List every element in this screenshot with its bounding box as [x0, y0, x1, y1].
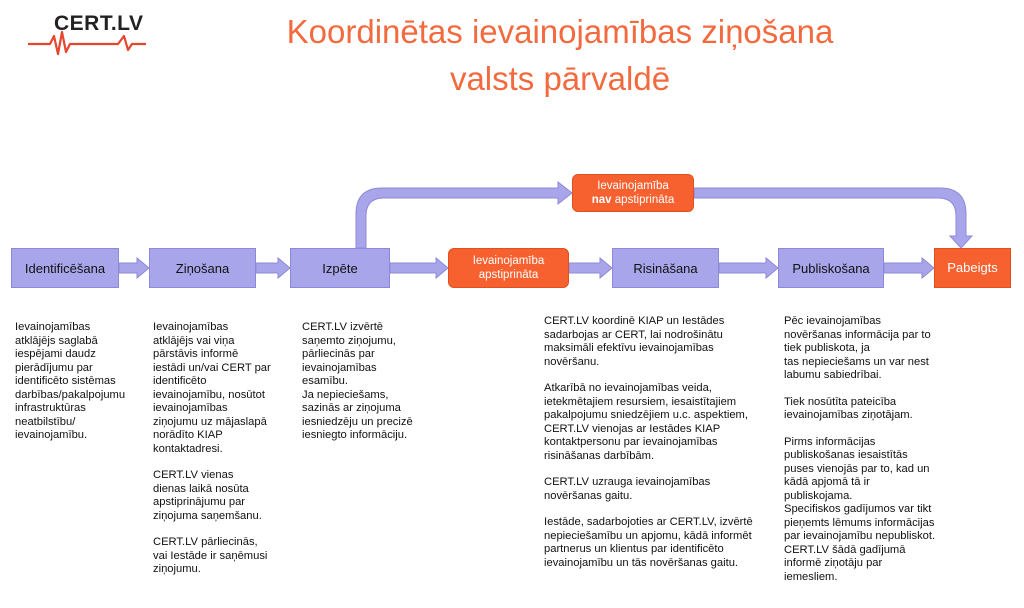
- desc-col1-p1: Ievainojamības atklājējs saglabā iespējami daudz pierādījumu par identificēto sistēmas darbības/pakalpojumu infrastruktūras neatbilstību/ ievainojamību.: [15, 321, 126, 441]
- description-publiskosana: [784, 315, 964, 584]
- desc-col4-p1: CERT.LV koordinē KIAP un Iestādes sadarbojas ar CERT, lai nodrošinātu maksimāli efektīvu ievainojamības novēršanu.: [544, 315, 725, 368]
- arrow-5: [719, 258, 778, 278]
- arrow-2: [256, 258, 290, 278]
- stage-publiskosana: Publiskošana: [778, 248, 884, 288]
- title-line-2: valsts pārvaldē: [449, 60, 671, 97]
- arrow-3: [390, 258, 448, 278]
- description-zinosana: [153, 321, 288, 577]
- description-izpete: [302, 321, 437, 443]
- nav-apstiprinata-line-2: [592, 193, 674, 207]
- stage-zinosana: Ziņošana: [149, 248, 256, 288]
- desc-col4-p4: Iestāde, sadarbojoties ar CERT.LV, izvērtē nepieciešamību un apjomu, kādā informēt partnerus un klientus par identificēto ievainojamību un tās novēršanas gaitu.: [544, 516, 753, 569]
- logo-text: CERT.LV: [54, 12, 144, 35]
- desc-col2-p3: CERT.LV pārliecinās, vai Iestāde ir saņēmusi ziņojumu.: [153, 536, 268, 575]
- desc-col4-p3: CERT.LV uzrauga ievainojamības novēršanas gaitu.: [544, 476, 711, 502]
- arrow-4: [569, 258, 612, 278]
- stage-risinasana: Risināšana: [612, 248, 719, 288]
- bypass-arrow-right: [694, 188, 972, 248]
- description-risinasana: [544, 315, 762, 570]
- arrow-6: [884, 258, 934, 278]
- apstiprinata-line-2: apstiprināta: [478, 269, 539, 281]
- description-identificesana: [15, 321, 140, 443]
- desc-col2-p2: CERT.LV vienas dienas laikā nosūta apstiprinājumu par ziņojuma saņemšanu.: [153, 469, 262, 522]
- desc-col4-p2: Atkarībā no ievainojamības veida, ietekmētajiem resursiem, iesaistītajiem pakalpojumu sniedzējiem u.c. aspektiem, CERT.LV vienojas ar Iestādes KIAP kontaktpersonu par ievainojamības risināšanas darbībām.: [544, 382, 748, 462]
- desc-col5-p2: Tiek nosūtīta pateicība ievainojamības ziņotājam.: [784, 395, 913, 421]
- arrow-1: [119, 258, 149, 278]
- stage-izpete: Izpēte: [290, 248, 390, 288]
- nav-apstiprinata-line-1: Ievainojamība: [597, 180, 669, 192]
- desc-col5-p3: Pirms informācijas publiskošanas iesaistītās puses vienojās par to, kad un kādā apjomā tā ir publiskojama. Specifiskos gadījumos var tikt pieņemts lēmums informācijas par ievainojamību nepubliskot. CERT.LV šādā gadījumā informē ziņotāju par iemesliem.: [784, 435, 936, 583]
- stage-pabeigts: Pabeigts: [934, 248, 1011, 288]
- stage-ievainojamiba-apstiprinata: [448, 248, 569, 288]
- desc-col5-p1: Pēc ievainojamības novēršanas informācija par to tiek publiskota, ja tas nepieciešams un var nest labumu sabiedrībai.: [784, 315, 931, 381]
- nav-rest: apstiprināta: [611, 194, 675, 206]
- title-line-1: Koordinētas ievainojamības ziņošana: [286, 13, 834, 50]
- apstiprinata-line-1: Ievainojamība: [472, 255, 545, 267]
- desc-col3-p1: CERT.LV izvērtē saņemto ziņojumu, pārliecinās par ievainojamības esamību. Ja nepieciešams, sazinās ar ziņojuma iesniedzēju un precizē iesniegto informāciju.: [302, 321, 413, 441]
- desc-col2-p1: Ievainojamības atklājējs vai viņa pārstāvis informē iestādi un/vai CERT par identificēto ievainojamību, nosūtot ievainojamības ziņojumu uz mājaslapā norādīto KIAP kontaktadresi.: [153, 321, 271, 455]
- bypass-arrow-left: [356, 182, 572, 248]
- stage-ievainojamiba-nav-apstiprinata: [572, 174, 694, 212]
- nav-bold: nav: [591, 194, 612, 206]
- stage-identificesana: Identificēšana: [11, 248, 119, 288]
